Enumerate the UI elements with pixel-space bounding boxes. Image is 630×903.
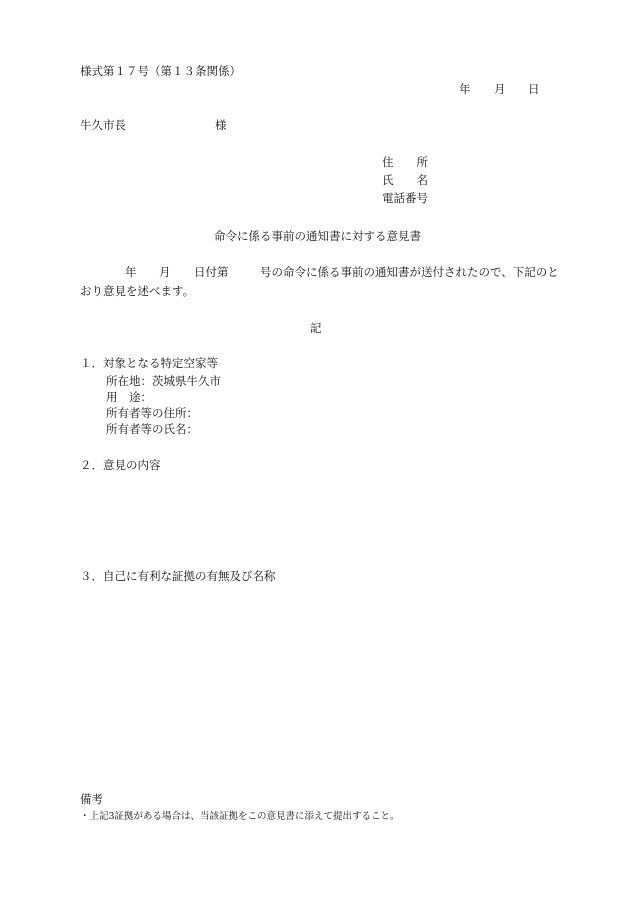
body-year: 年 (125, 265, 137, 279)
sender-address-label: 住 所 (382, 155, 428, 169)
section1-location: 所在地：茨城県牛久市 (106, 374, 221, 388)
section1-owner-address: 所有者等の住所： (106, 406, 198, 420)
ki-heading: 記 (310, 321, 322, 335)
body-day-ref: 日付第 (194, 265, 229, 279)
body-line1-rest: 号の命令に係る事前の通知書が送付されたので、下記のと (260, 265, 559, 279)
body-month: 月 (159, 265, 171, 279)
section3-heading: ３．自己に有利な証拠の有無及び名称 (80, 569, 276, 583)
date-month-label: 月 (494, 82, 506, 96)
section2-heading: ２．意見の内容 (80, 458, 161, 472)
addressee-honorific: 様 (215, 118, 227, 132)
form-number: 様式第１７号（第１３条関係） (80, 64, 241, 78)
remarks-note: ・上記3証拠がある場合は、当該証拠をこの意見書に添えて提出すること。 (80, 811, 400, 822)
remarks-heading: 備考 (80, 792, 103, 806)
sender-name-label: 氏 名 (382, 173, 428, 187)
document-title: 命令に係る事前の通知書に対する意見書 (214, 229, 421, 243)
date-day-label: 日 (528, 82, 540, 96)
section1-owner-name: 所有者等の氏名： (106, 422, 198, 436)
section1-usage: 用 途： (106, 390, 152, 404)
section1-heading: １．対象となる特定空家等 (80, 356, 218, 370)
sender-phone-label: 電話番号 (382, 191, 428, 205)
date-year-label: 年 (459, 82, 471, 96)
body-line2: おり意見を述べます。 (80, 284, 195, 298)
addressee-title: 牛久市長 (80, 118, 126, 132)
